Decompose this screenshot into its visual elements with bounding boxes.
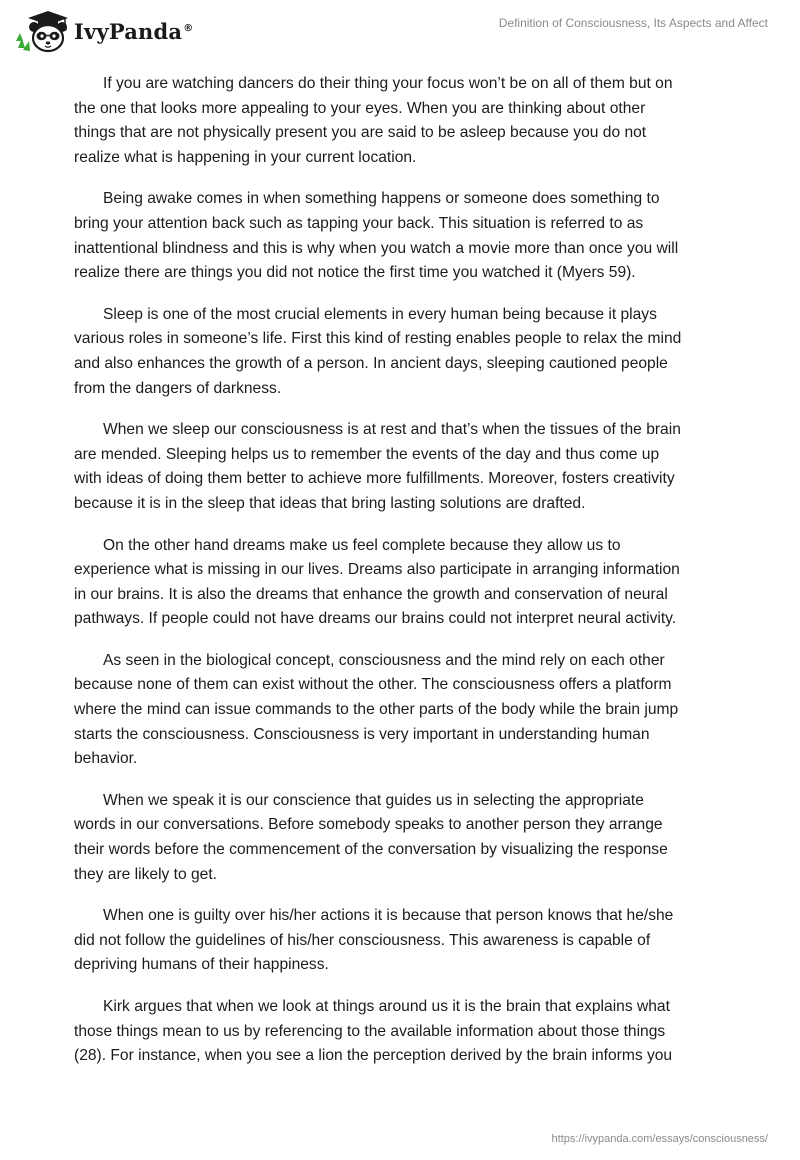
essay-paragraph [74, 534, 726, 632]
paragraph-line: If you are watching dancers do their thing your focus won’t be on all of them but on [103, 75, 673, 92]
essay-paragraph [74, 789, 726, 887]
paragraph-line: they are likely to get. [74, 865, 218, 883]
essay-paragraph [74, 72, 726, 170]
paragraph-line: where the mind can issue commands to the other parts of the body while the brain jump [74, 701, 679, 719]
paragraph-line: words in our conversations. Before somebody speaks to another person they arrange [74, 816, 663, 834]
panda-graduate-icon [14, 8, 72, 56]
paragraph-line: with ideas of doing them better to achieve more fulfillments. Moreover, fosters creativity [74, 470, 675, 488]
paragraph-line: depriving humans of their happiness. [74, 956, 329, 974]
source-url[interactable]: https://ivypanda.com/essays/consciousness/ [551, 1133, 768, 1145]
paragraph-line: Being awake comes in when something happens or someone does something to [103, 190, 660, 208]
paragraph-line: in our brains. It is also the dreams that enhance the growth and conservation of neural [74, 585, 668, 603]
paragraph-line: On the other hand dreams make us feel complete because they allow us to [103, 536, 621, 554]
essay-paragraph [74, 187, 726, 285]
paragraph-line: As seen in the biological concept, consciousness and the mind rely on each other [103, 651, 665, 669]
paragraph-line: those things mean to us by referencing to the available information about those things [74, 1022, 666, 1040]
paragraph-line: are mended. Sleeping helps us to remember the events of the day and thus come up [74, 445, 660, 463]
paragraph-line: their words before the commencement of the conversation by visualizing the response [74, 841, 668, 859]
essay-paragraph [74, 649, 726, 772]
paragraph-line: When we speak it is our conscience that guides us in selecting the appropriate [103, 791, 644, 809]
paragraph-line: did not follow the guidelines of his/her consciousness. This awareness is capable of [74, 931, 651, 949]
paragraph-line: realize what is happening in your current location. [74, 148, 417, 166]
paragraph-line: pathways. If people could not have dreams our brains could not interpret neural activity. [74, 610, 677, 628]
essay-paragraph [74, 418, 726, 516]
paragraph-line: When we sleep our consciousness is at rest and that’s when the tissues of the brain [103, 421, 681, 439]
paragraph-line: Sleep is one of the most crucial elements in every human being because it plays [103, 305, 657, 323]
paragraph-line: experience what is missing in our lives. Dreams also participate in arranging information [74, 561, 680, 579]
paragraph-line: things that are not physically present you are said to be asleep because you do not [74, 124, 647, 142]
paragraph-line: various roles in someone’s life. First this kind of resting enables people to relax the mind [74, 330, 682, 348]
paragraph-line: When one is guilty over his/her actions it is because that person knows that he/she [103, 907, 674, 925]
paragraph-line: bring your attention back such as tapping your back. This situation is referred to as [74, 214, 644, 232]
paragraph-line: and also enhances the growth of a person. In ancient days, sleeping cautioned people [74, 354, 668, 372]
essay-paragraph [74, 303, 726, 401]
paragraph-line: behavior. [74, 750, 138, 768]
ivypanda-logo[interactable] [14, 8, 193, 56]
paragraph-line: because none of them can exist without the other. The consciousness offers a platform [74, 676, 672, 694]
paragraph-line: from the dangers of darkness. [74, 379, 282, 397]
essay-paragraph [74, 995, 726, 1069]
brand-name: IvyPanda® [74, 18, 194, 44]
paragraph-line: the one that looks more appealing to your eyes. When you are thinking about other [74, 99, 646, 117]
paragraph-line: (28). For instance, when you see a lion the perception derived by the brain informs you [74, 1047, 673, 1065]
essay-body [74, 72, 726, 1086]
paragraph-line: because it is in the sleep that ideas that bring lasting solutions are drafted. [74, 494, 586, 512]
page-header [0, 0, 800, 70]
paragraph-line: starts the consciousness. Consciousness is very important in understanding human [74, 725, 650, 743]
document-title: Definition of Consciousness, Its Aspects and Affect [498, 16, 768, 30]
paragraph-line: realize there are things you did not notice the first time you watched it (Myers 59). [74, 264, 636, 282]
essay-paragraph [74, 904, 726, 978]
paragraph-line: Kirk argues that when we look at things around us it is the brain that explains what [103, 998, 670, 1015]
paragraph-line: inattentional blindness and this is why when you watch a movie more than once you will [74, 239, 679, 257]
